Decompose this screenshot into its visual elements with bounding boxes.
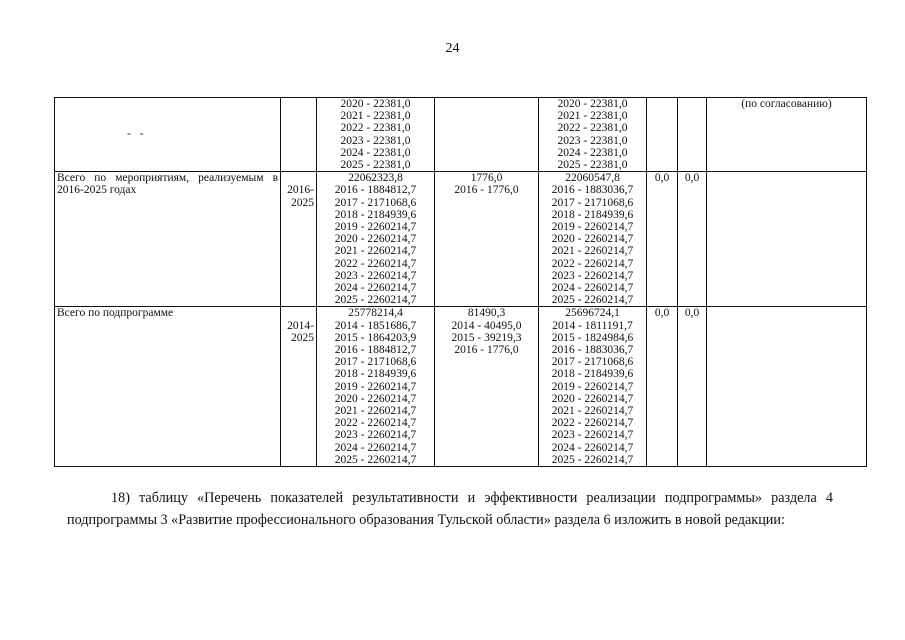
regional-cell [539,307,647,467]
regional-value: 2016 - 1883036,7 [551,184,634,197]
regional-cell [539,172,647,307]
total-value: 2021 - 2260214,7 [334,245,417,258]
table-row [55,307,867,467]
total-value: 2020 - 2260214,7 [334,392,417,405]
regional-value: 2014 - 1811191,7 [552,319,633,332]
total-value: 2019 - 2260214,7 [334,221,417,234]
note-cell [707,98,867,172]
table-row [55,98,867,172]
table-body [55,98,867,467]
note-cell [707,307,867,467]
total-value: 2018 - 2184939,6 [334,208,417,221]
total-value: 2025 - 2260214,7 [334,453,417,466]
row-label: Всего по мероприятиям, реализуемым в 2016-2025 годах [57,172,278,197]
total-value: 2017 - 2171068,6 [334,196,417,209]
note-text: (по согласованию) [741,98,832,110]
regional-cell [539,98,647,172]
regional-value: 2025 - 2260214,7 [551,294,634,307]
extra-cell [678,307,707,467]
regional-value: 2020 - 2260214,7 [551,233,634,246]
regional-value: 2015 - 1824984,6 [551,331,634,344]
total-value: 2022 - 2260214,7 [334,257,417,270]
row-label-cell [55,307,281,467]
total-value: 2023 - 22381,0 [340,134,411,147]
federal-value: 81490,3 [467,307,506,320]
regional-value: 2023 - 22381,0 [557,134,628,147]
total-cell [317,307,435,467]
total-value: 2025 - 22381,0 [340,159,411,172]
total-value: 2021 - 2260214,7 [334,405,417,418]
page-number: 24 [445,41,460,56]
federal-cell [435,172,539,307]
period-cell [281,98,317,172]
period-value: 2016- 2025 [287,184,314,209]
total-value: 2018 - 2184939,6 [334,368,417,381]
federal-cell [435,98,539,172]
federal-cell [435,307,539,467]
period-value: 2014- 2025 [287,319,314,344]
regional-value: 2017 - 2171068,6 [551,196,634,209]
budget-table [54,97,867,467]
extra-value: 0,0 [684,307,700,320]
row-label-cell [55,98,281,172]
total-value: 2023 - 2260214,7 [334,269,417,282]
regional-value: 2018 - 2184939,6 [551,208,634,221]
federal-value: 2014 - 40495,0 [451,319,522,332]
regional-value: 2025 - 22381,0 [557,159,628,172]
extra-value: 0,0 [684,172,700,185]
federal-value: 1776,0 [470,172,503,185]
total-value: 22062323,8 [348,172,403,185]
total-value: 2014 - 1851686,7 [334,319,417,332]
regional-value: 2019 - 2260214,7 [551,221,634,234]
regional-value: 2021 - 2260214,7 [551,245,634,258]
regional-value: 2021 - 22381,0 [557,110,628,123]
period-cell [281,307,317,467]
total-value: 2019 - 2260214,7 [334,380,417,393]
regional-value: 2024 - 2260214,7 [551,441,634,454]
total-value: 2021 - 22381,0 [340,110,411,123]
total-value: 2022 - 22381,0 [340,122,411,135]
local-value: 0,0 [654,172,670,185]
extra-cell [678,172,707,307]
row-label: Всего по подпрограмме [57,307,174,320]
local-cell [647,307,678,467]
local-cell [647,98,678,172]
extra-cell [678,98,707,172]
total-value: 2020 - 2260214,7 [334,233,417,246]
regional-value: 2023 - 2260214,7 [551,429,634,442]
total-value: 2015 - 1864203,9 [334,331,417,344]
total-value: 2024 - 22381,0 [340,146,411,159]
total-cell [317,98,435,172]
total-value: 2017 - 2171068,6 [334,356,417,369]
regional-value: 2019 - 2260214,7 [551,380,634,393]
regional-value: 2024 - 2260214,7 [551,282,634,295]
row-label-cell [55,172,281,307]
federal-value: 2015 - 39219,3 [451,331,522,344]
total-value: 2024 - 2260214,7 [334,282,417,295]
period-cell [281,172,317,307]
federal-value: 2016 - 1776,0 [454,184,519,197]
total-value: 2025 - 2260214,7 [334,294,417,307]
regional-value: 2022 - 2260214,7 [551,257,634,270]
local-value: 0,0 [654,307,670,320]
regional-value: 2025 - 2260214,7 [551,453,634,466]
regional-value: 2022 - 2260214,7 [551,417,634,430]
total-value: 2020 - 22381,0 [340,98,411,110]
regional-value: 2023 - 2260214,7 [551,269,634,282]
total-value: 2022 - 2260214,7 [334,417,417,430]
amendment-paragraph: 18) таблицу «Перечень показателей результативности и эффективности реализации подпрограммы» раздела 4 подпрограммы 3 «Развитие профессионального образования Тульской области» раздела 6 изложить в новой редакции: [67,490,833,528]
regional-value: 2017 - 2171068,6 [551,356,634,369]
total-value: 2016 - 1884812,7 [334,184,417,197]
federal-value: 2016 - 1776,0 [454,344,519,357]
note-cell [707,172,867,307]
regional-value: 2020 - 2260214,7 [551,392,634,405]
regional-value: 2022 - 22381,0 [557,122,628,135]
total-value: 25778214,4 [348,307,403,320]
regional-value: 2020 - 22381,0 [557,98,628,110]
table-row [55,172,867,307]
regional-value: 2021 - 2260214,7 [551,405,634,418]
row-label: - - [127,128,147,140]
regional-value: 2018 - 2184939,6 [551,368,634,381]
total-value: 2016 - 1884812,7 [334,344,417,357]
regional-value: 2024 - 22381,0 [557,146,628,159]
local-cell [647,172,678,307]
regional-value: 2016 - 1883036,7 [551,344,634,357]
regional-value: 22060547,8 [565,172,620,185]
total-value: 2023 - 2260214,7 [334,429,417,442]
total-cell [317,172,435,307]
total-value: 2024 - 2260214,7 [334,441,417,454]
regional-value: 25696724,1 [565,307,620,320]
